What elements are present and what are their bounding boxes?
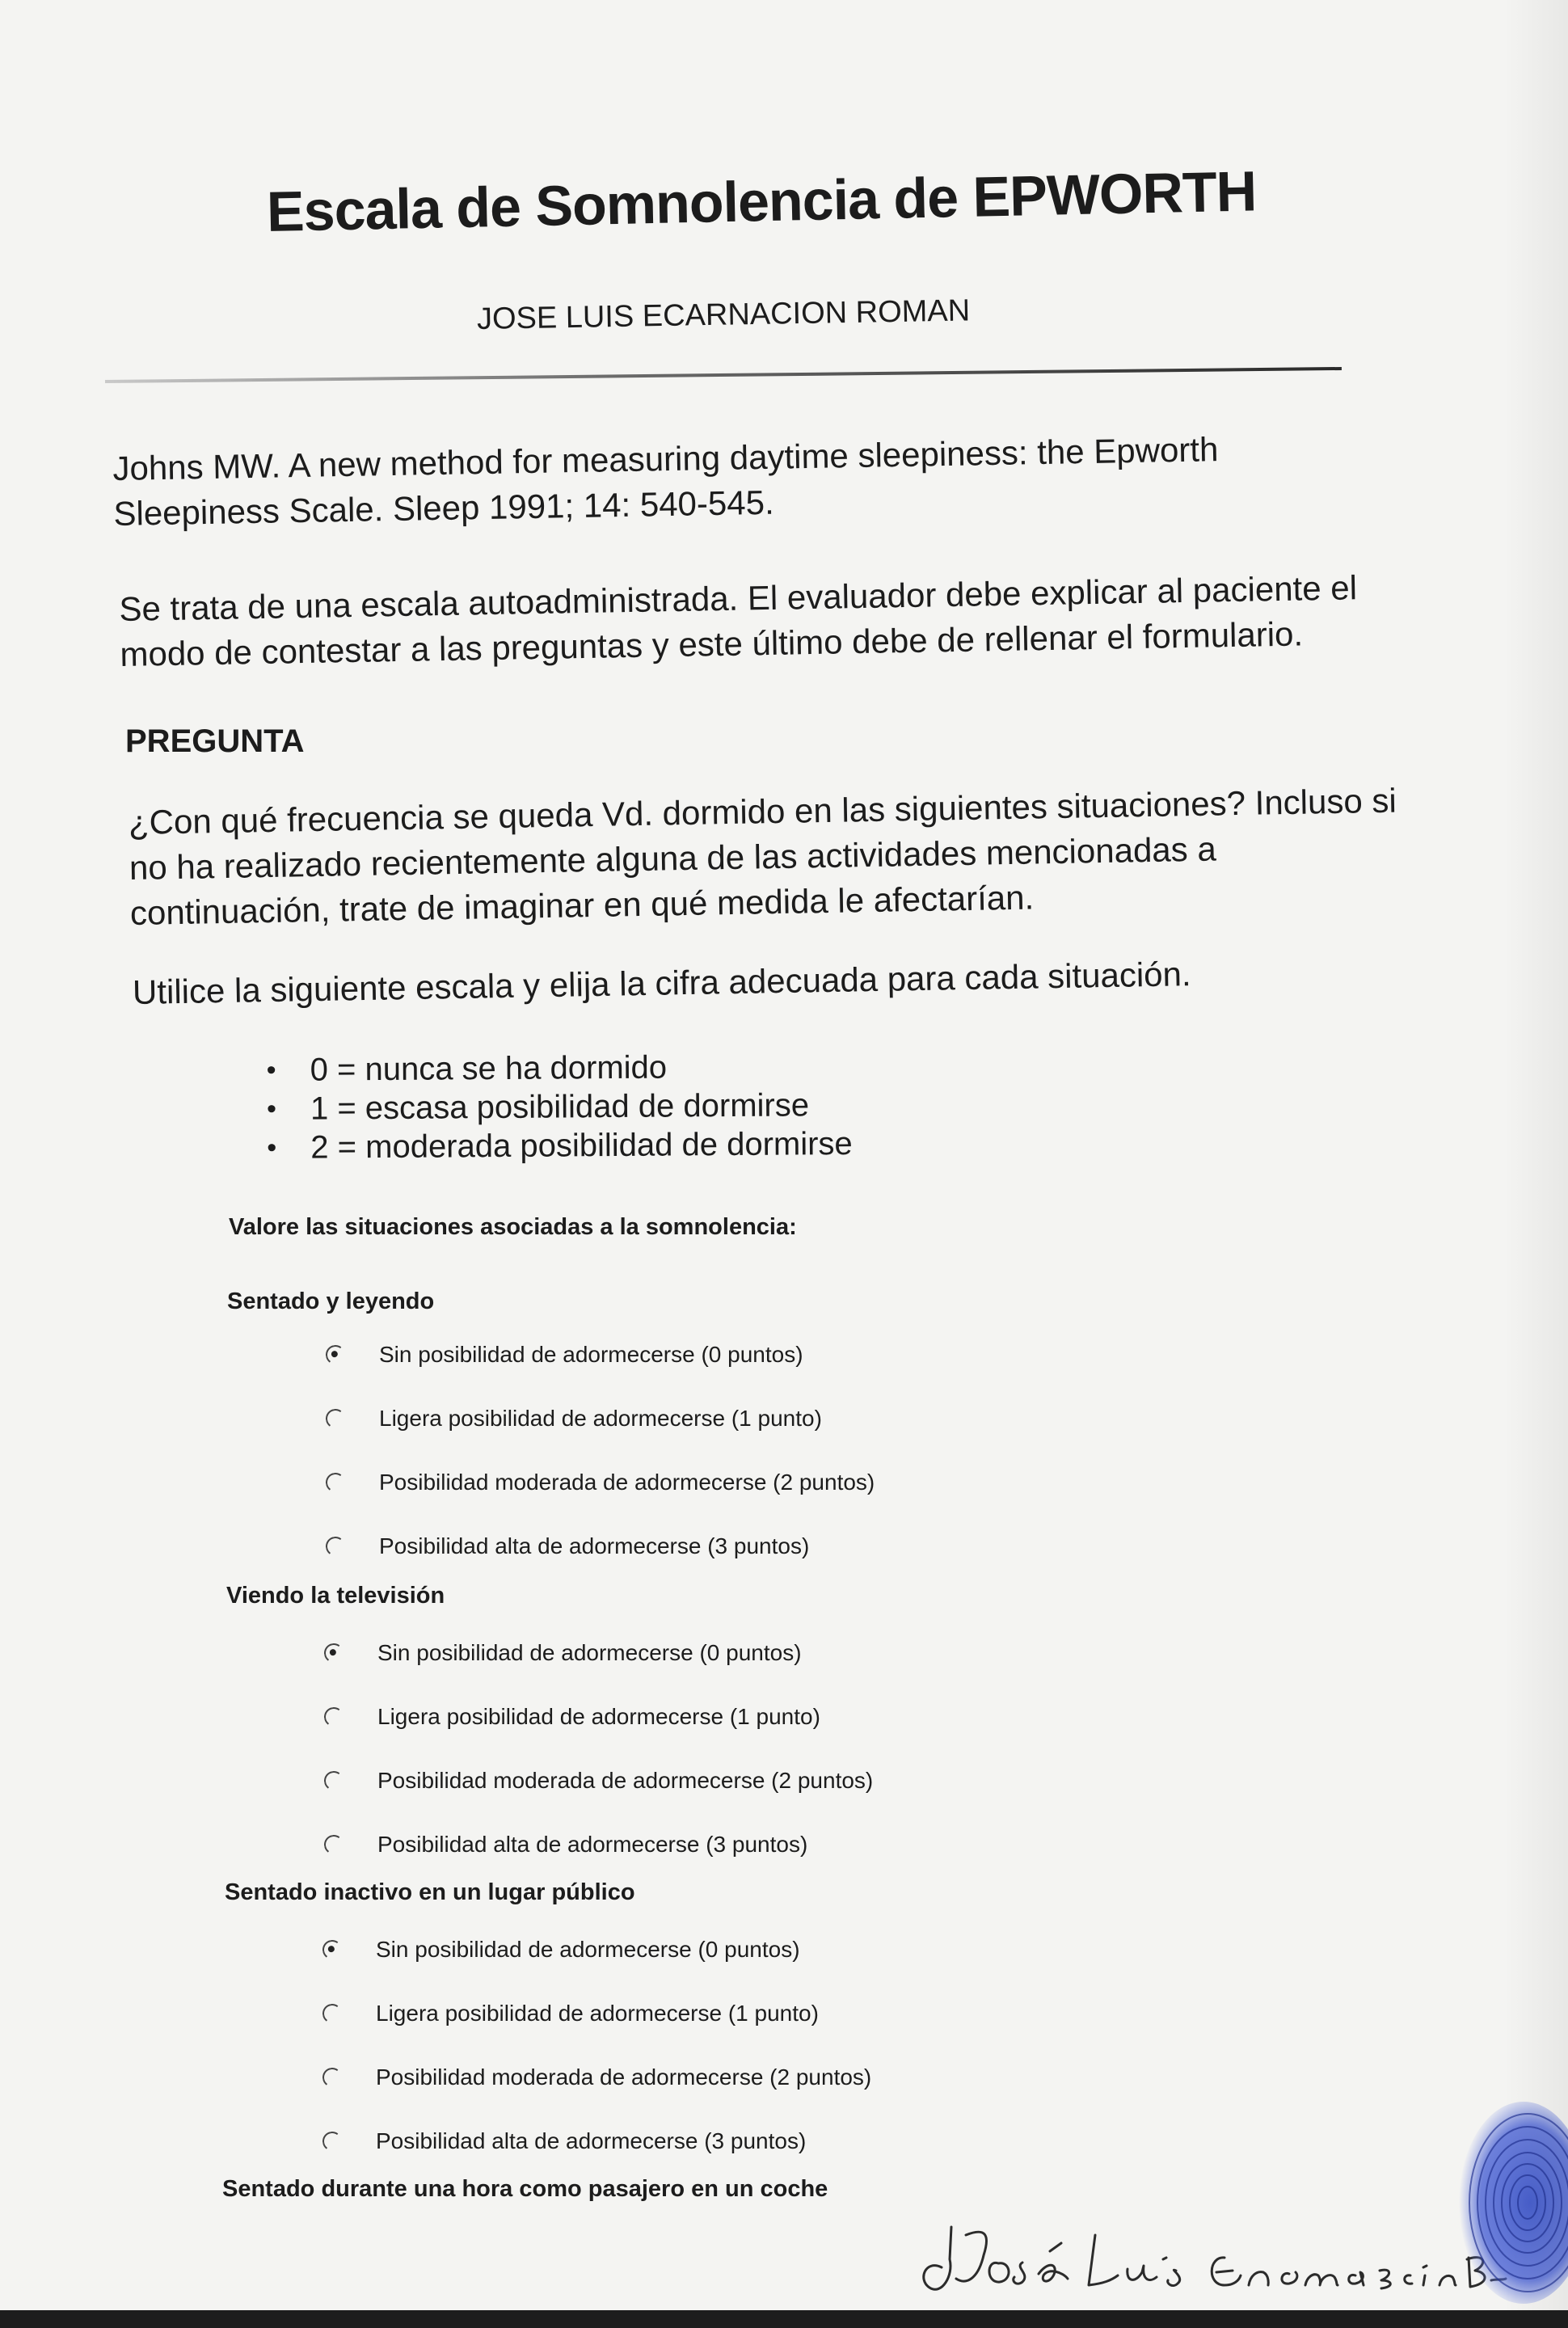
radio-button[interactable] xyxy=(321,2002,343,2024)
scale-list xyxy=(266,1047,852,1167)
radio-option[interactable] xyxy=(324,1701,820,1733)
title-divider xyxy=(105,367,1342,383)
scale-item: • 1 = escasa posibilidad de dormirse xyxy=(267,1086,853,1128)
option-label: Sin posibilidad de adormecerse (0 puntos) xyxy=(379,1342,803,1367)
radio-button[interactable] xyxy=(322,1769,344,1791)
radio-option[interactable] xyxy=(322,1934,800,1966)
radio-button[interactable] xyxy=(322,1642,344,1664)
radio-option[interactable] xyxy=(326,1466,875,1499)
option-label: Ligera posibilidad de adormecerse (1 punto) xyxy=(379,1406,822,1431)
question-paragraph xyxy=(129,778,1399,936)
radio-button[interactable] xyxy=(322,1833,344,1855)
reference-citation xyxy=(112,427,1220,537)
radio-option[interactable] xyxy=(324,1765,873,1797)
radio-option[interactable] xyxy=(326,1530,809,1563)
option-label: Ligera posibilidad de adormecerse (1 punto) xyxy=(377,1704,820,1729)
option-label: Sin posibilidad de adormecerse (0 puntos) xyxy=(376,1937,800,1962)
option-label: Posibilidad moderada de adormecerse (2 puntos) xyxy=(377,1768,874,1793)
question-line: no ha realizado recientemente alguna de las actividades mencionadas a xyxy=(129,829,1217,887)
author-name: JOSE LUIS ECARNACION ROMAN xyxy=(476,293,971,336)
option-label: Posibilidad alta de adormecerse (3 puntos) xyxy=(376,2128,807,2153)
situation-title: Sentado inactivo en un lugar público xyxy=(225,1879,635,1905)
radio-option[interactable] xyxy=(322,1997,819,2030)
handwritten-signature xyxy=(909,2211,1507,2300)
scan-bottom-edge xyxy=(0,2310,1568,2328)
radio-button[interactable] xyxy=(322,1706,344,1727)
radio-option[interactable] xyxy=(326,1339,803,1371)
intro-paragraph xyxy=(119,565,1358,677)
scale-item: • 2 = moderada posibilidad de dormirse xyxy=(267,1124,853,1167)
intro-line: Se trata de una escala autoadministrada. El evaluador debe explicar al paciente el xyxy=(119,568,1358,629)
option-label: Posibilidad alta de adormecerse (3 puntos) xyxy=(377,1832,808,1857)
question-line: continuación, trate de imaginar en qué medida le afectarían. xyxy=(129,878,1035,932)
intro-line: modo de contestar a las preguntas y este último debe de rellenar el formulario. xyxy=(120,614,1304,673)
radio-option[interactable] xyxy=(324,1828,807,1861)
scale-item: • 0 = nunca se ha dormido xyxy=(266,1047,852,1090)
radio-button[interactable] xyxy=(324,1535,346,1557)
question-line: ¿Con qué frecuencia se queda Vd. dormido en las siguientes situaciones? Incluso si xyxy=(128,781,1397,842)
situation-title: Viendo la televisión xyxy=(226,1583,445,1609)
option-label: Posibilidad moderada de adormecerse (2 puntos) xyxy=(379,1470,875,1495)
radio-option[interactable] xyxy=(326,1402,822,1435)
page-edge-shadow xyxy=(1503,0,1568,2328)
radio-button[interactable] xyxy=(321,1938,343,1960)
section-heading: PREGUNTA xyxy=(125,723,305,759)
reference-line: Sleepiness Scale. Sleep 1991; 14: 540-545. xyxy=(113,483,775,533)
radio-option[interactable] xyxy=(322,2061,871,2094)
scale-instruction: Utilice la siguiente escala y elija la cifra adecuada para cada situación. xyxy=(132,955,1191,1011)
radio-option[interactable] xyxy=(324,1637,802,1669)
option-label: Posibilidad alta de adormecerse (3 puntos) xyxy=(379,1533,810,1558)
radio-button[interactable] xyxy=(324,1471,346,1493)
rating-instruction: Valore las situaciones asociadas a la somnolencia: xyxy=(229,1214,797,1240)
radio-button[interactable] xyxy=(321,2130,343,2152)
situation-title: Sentado durante una hora como pasajero en un coche xyxy=(222,2176,828,2202)
radio-button[interactable] xyxy=(324,1407,346,1429)
reference-line: Johns MW. A new method for measuring daytime sleepiness: the Epworth xyxy=(112,430,1219,488)
option-label: Ligera posibilidad de adormecerse (1 punto) xyxy=(376,2001,819,2026)
radio-button[interactable] xyxy=(324,1343,346,1365)
option-label: Sin posibilidad de adormecerse (0 puntos) xyxy=(377,1640,802,1665)
situation-title: Sentado y leyendo xyxy=(227,1288,435,1314)
option-label: Posibilidad moderada de adormecerse (2 puntos) xyxy=(376,2064,872,2090)
page-title: Escala de Somnolencia de EPWORTH xyxy=(266,159,1258,243)
radio-button[interactable] xyxy=(321,2066,343,2088)
radio-option[interactable] xyxy=(322,2125,806,2157)
